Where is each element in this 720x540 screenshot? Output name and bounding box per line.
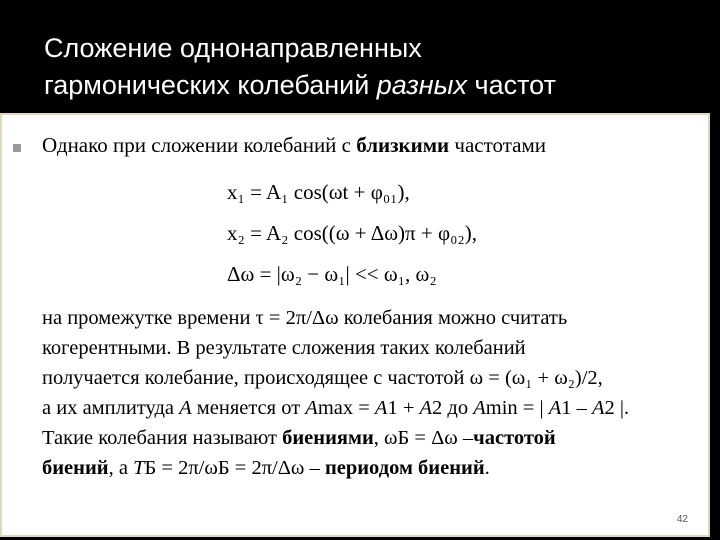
l6-d: Б = 2π/ωБ = 2π/Δω – — [144, 457, 325, 479]
para-line-1: на промежутке времени τ = 2π/Δω колебания можно считать — [42, 307, 568, 329]
l4-a: а их амплитуда — [42, 397, 180, 419]
title-line-2-start: гармонических колебаний — [44, 70, 377, 100]
slide-title — [44, 30, 556, 104]
formula-x2: x₂ = A₂ cos((ω + Δω)π + φ₀₂), — [227, 221, 478, 245]
intro-end: частотами — [449, 133, 547, 157]
para-line-4 — [42, 393, 702, 423]
intro-bold: близкими — [356, 133, 450, 157]
l4-k: min = | — [485, 397, 549, 419]
l4-i: 2 до — [432, 397, 474, 419]
l4-d: A — [305, 397, 318, 419]
title-line-2-end: частот — [467, 70, 556, 100]
l6-c: T — [133, 457, 145, 479]
page-number: 42 — [676, 514, 688, 525]
l4-b: A — [179, 397, 192, 419]
l6-b: , а — [108, 457, 134, 479]
l5-d: частотой — [473, 427, 556, 449]
formula-x1: x₁ = A₁ cos(ωt + φ₀₁), — [227, 180, 410, 204]
l6-e: периодом биений — [324, 457, 485, 479]
intro-text — [42, 133, 546, 158]
l4-m: 1 – — [561, 397, 592, 419]
para-line-3: получается колебание, происходящее с частотой ω = (ω₁ + ω₂)/2, — [42, 367, 603, 389]
title-line-1: Сложение однонаправленных — [44, 33, 422, 63]
title-italic-word: разных — [376, 70, 467, 100]
formula-delta-omega: Δω = |ω₂ − ω₁| << ω₁, ω₂ — [227, 262, 437, 286]
para-line-2: когерентными. В результате сложения таких колебаний — [42, 337, 526, 359]
l5-b: биениями — [282, 427, 374, 449]
l6-f: . — [484, 457, 490, 479]
l4-c: меняется от — [191, 397, 306, 419]
para-line-6 — [42, 453, 702, 483]
bullet-marker — [13, 144, 21, 152]
content-area — [0, 113, 710, 537]
l6-a: биений — [42, 457, 109, 479]
l4-n: A — [591, 397, 605, 419]
l5-c: , ωБ = Δω – — [373, 427, 474, 449]
title-band — [0, 0, 720, 112]
intro-start: Однако при сложении колебаний с — [42, 133, 357, 157]
l4-o: 2 |. — [604, 397, 630, 419]
para-line-5 — [42, 423, 702, 453]
l4-f: A — [374, 397, 388, 419]
l4-l: A — [548, 397, 562, 419]
l4-h: A — [419, 397, 433, 419]
title-line-2 — [44, 67, 556, 104]
l4-g: 1 + — [387, 397, 420, 419]
formula-block — [227, 172, 477, 295]
l4-j: A — [473, 397, 486, 419]
l4-e: max = — [317, 397, 375, 419]
l5-a: Такие колебания называют — [42, 427, 283, 449]
explanation-paragraph — [42, 303, 702, 483]
